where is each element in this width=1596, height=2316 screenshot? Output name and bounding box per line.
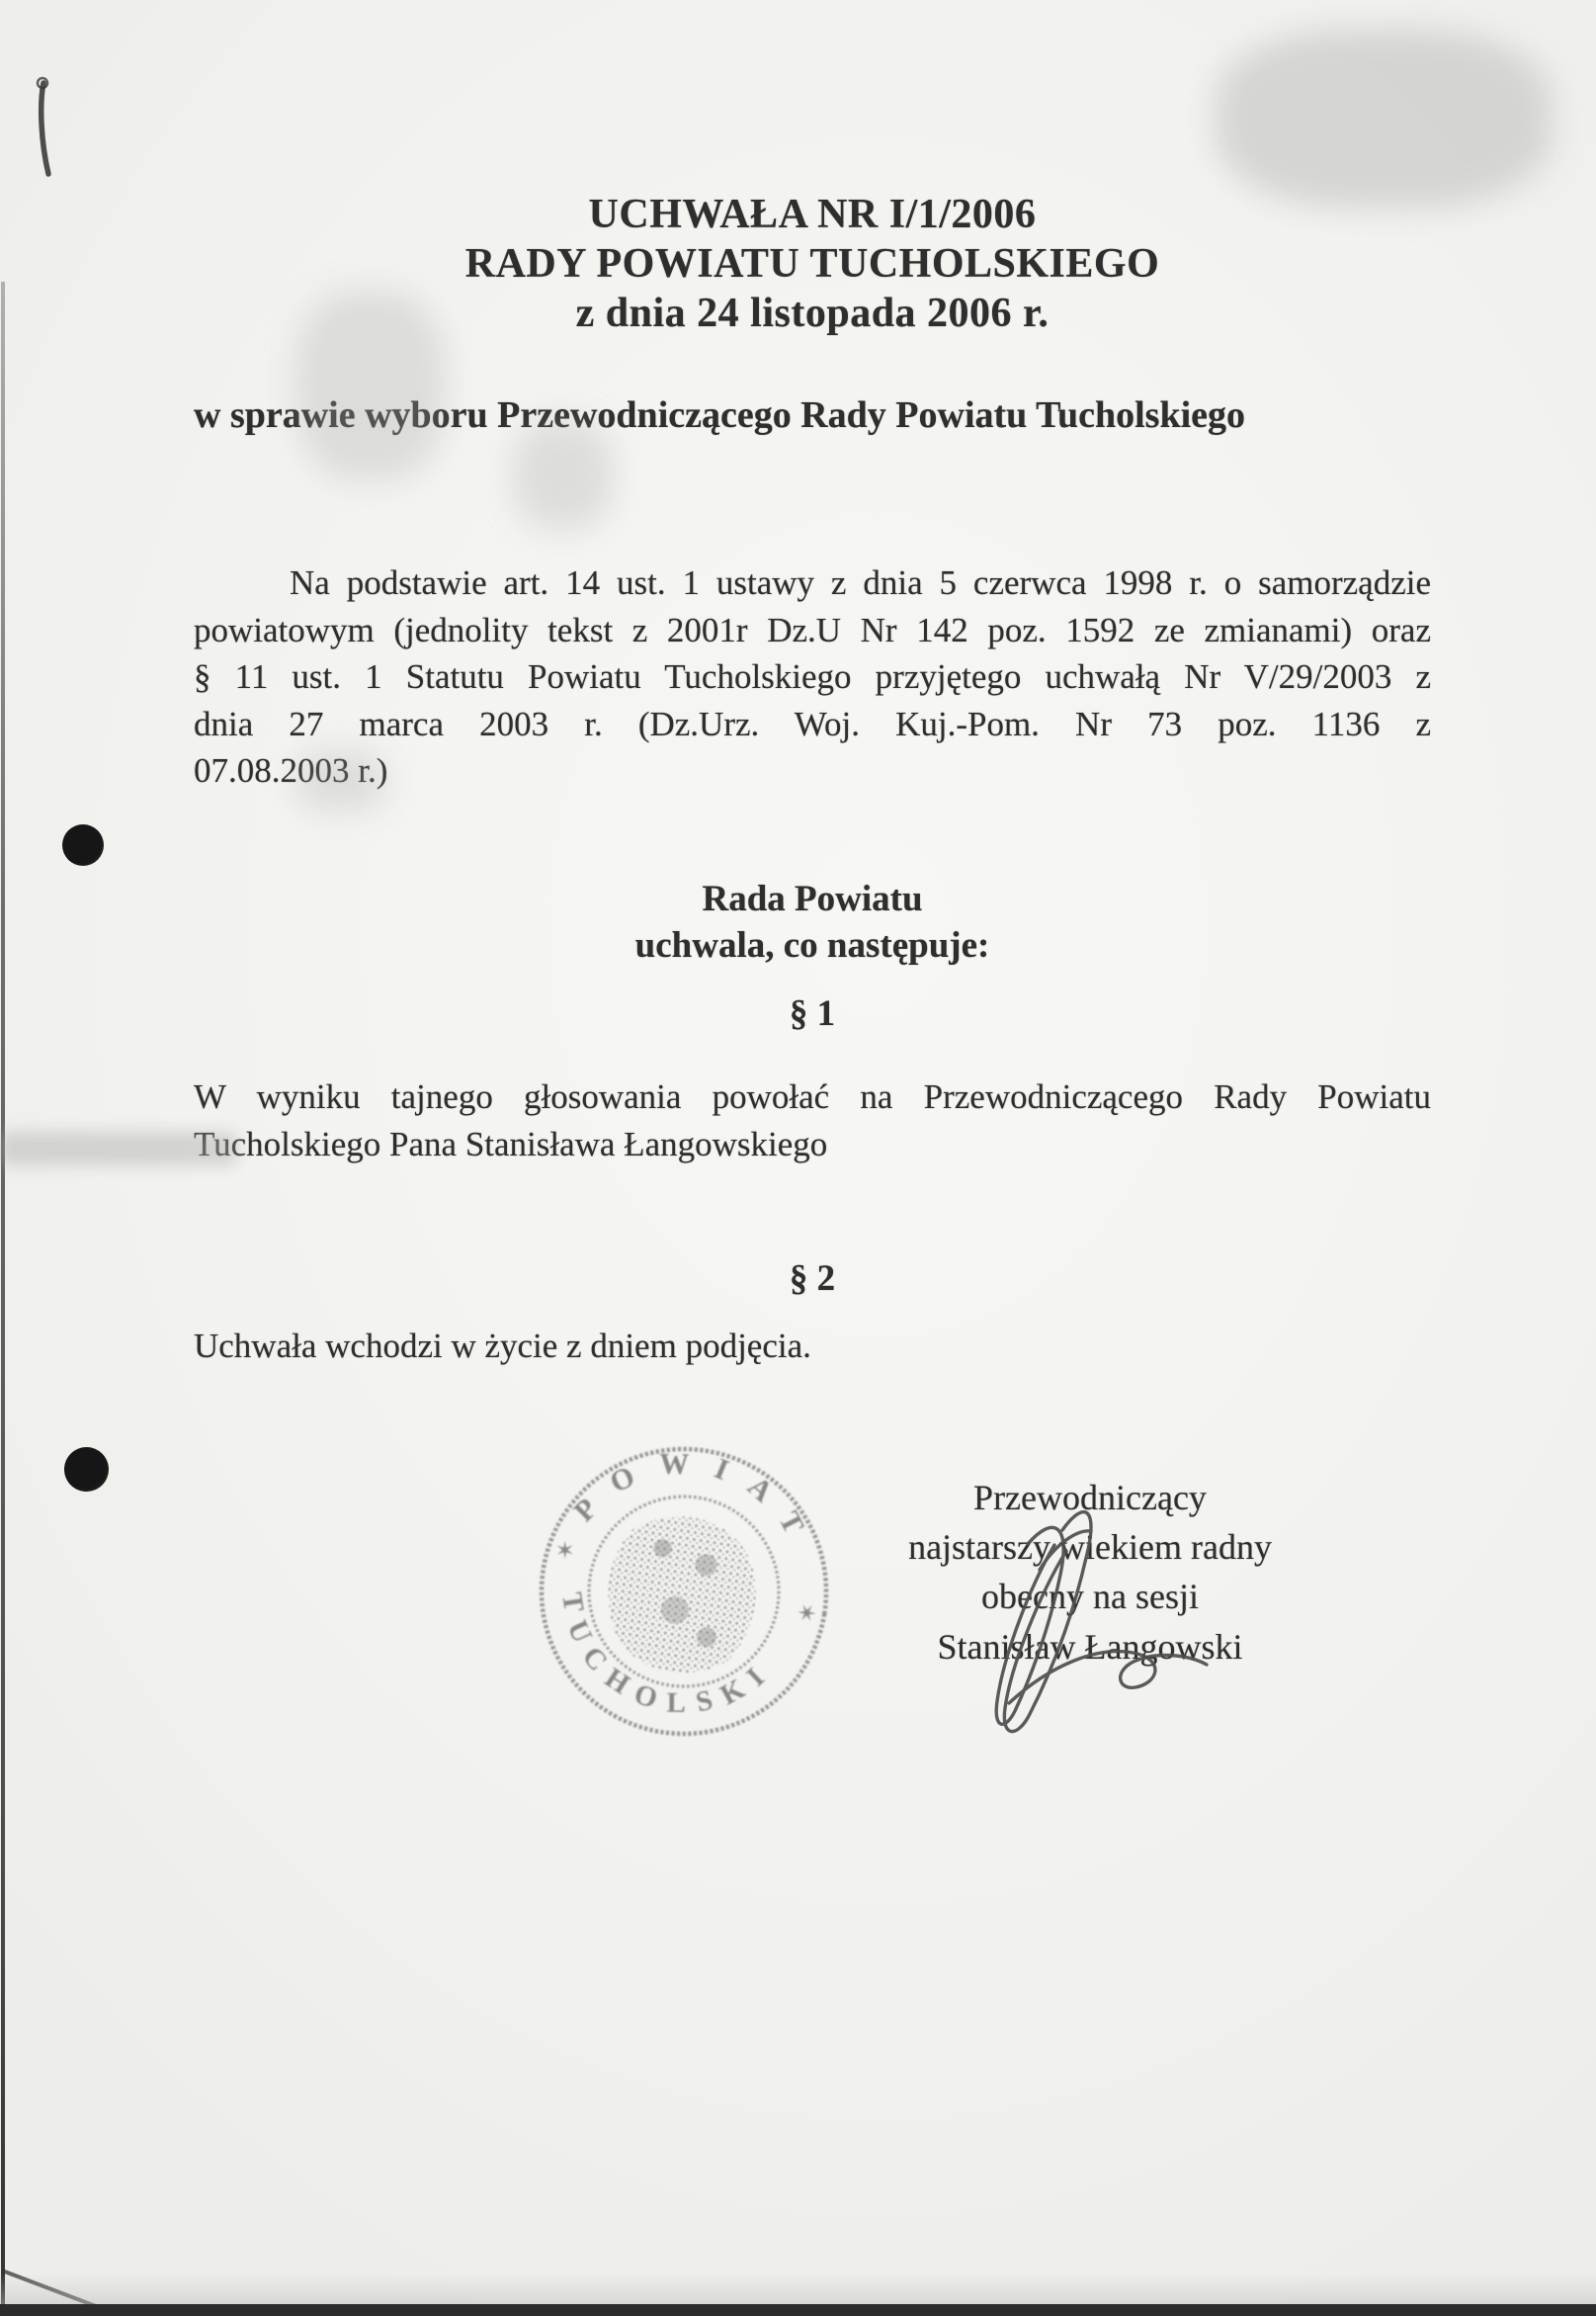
text-line: obecny na sesji — [981, 1577, 1199, 1616]
text-line: UCHWAŁA NR I/1/2006 — [588, 192, 1037, 237]
section-2-label: § 2 — [789, 1258, 836, 1299]
text-line: Na podstawie art. 14 ust. 1 ustawy z dnia 5 czerwca 1998 r. o samorządzie — [290, 563, 1431, 602]
stamp-star-left-icon: ✶ — [549, 1535, 583, 1566]
fold-shadow-band — [0, 1132, 237, 1165]
text-line: Tucholskiego Pana Stanisława Łangowskiego — [194, 1124, 828, 1163]
bleedthrough-smudge — [296, 292, 445, 479]
text-line: Rada Powiatu — [702, 879, 923, 919]
punch-hole-dot-lower — [64, 1447, 109, 1492]
text-line: 07.08.2003 r.) — [194, 751, 388, 790]
bleedthrough-smudge — [514, 420, 613, 529]
section-1-label: § 1 — [789, 993, 836, 1034]
corner-shadow-smudge — [1216, 30, 1552, 208]
text-line: dnia 27 marca 2003 r. (Dz.Urz. Woj. Kuj.-Pom. Nr 73 poz. 1136 z — [194, 704, 1431, 743]
text-line: z dnia 24 listopada 2006 r. — [575, 291, 1050, 336]
stamp-bottom-arc-text: TUCHOLSKI — [555, 1589, 781, 1720]
text-line: Przewodniczący — [973, 1478, 1207, 1517]
scan-bottom-edge-line — [0, 2304, 1596, 2316]
text-line: W wyniku tajnego głosowania powołać na Przewodniczącego Rady Powiatu — [194, 1077, 1431, 1116]
punch-hole-dot-upper — [62, 824, 104, 866]
resolution-subject: w sprawie wyboru Przewodniczącego Rady Powiatu Tucholskiego — [194, 394, 1245, 436]
signatory-name: Stanisław Łangowski — [937, 1627, 1243, 1667]
text-line: § 11 ust. 1 Statutu Powiatu Tucholskiego przyjętego uchwałą Nr V/29/2003 z — [194, 657, 1431, 696]
stamp-top-arc-text: POWIAT — [567, 1447, 821, 1561]
text-line: uchwala, co następuje: — [634, 925, 990, 966]
scan-bottom-shadow — [0, 2273, 1596, 2304]
text-line: RADY POWIATU TUCHOLSKIEGO — [464, 241, 1160, 287]
stamp-star-right-icon: ✶ — [791, 1601, 819, 1624]
pen-stroke-mark — [38, 78, 48, 174]
scan-left-edge-line — [1, 282, 5, 2316]
bleedthrough-smudge — [296, 751, 385, 811]
section-2-body: Uchwała wchodzi w życie z dniem podjęcia. — [194, 1327, 811, 1365]
handwritten-signature — [996, 1512, 1207, 1732]
text-line: powiatowym (jednolity tekst z 2001r Dz.U Nr 142 poz. 1592 ze zmianami) oraz — [194, 610, 1431, 649]
text-line: najstarszy wiekiem radny — [908, 1527, 1272, 1567]
